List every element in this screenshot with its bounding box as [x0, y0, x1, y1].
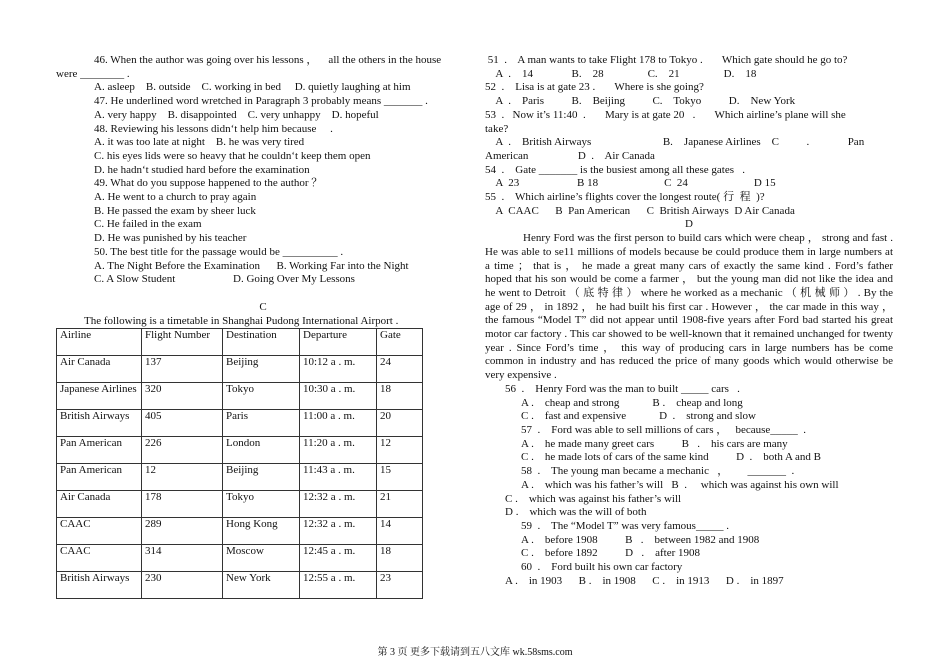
question-line: C . before 1892 D . after 1908	[521, 547, 701, 560]
timetable	[56, 328, 423, 599]
cell-airline: Air Canada	[57, 356, 142, 383]
cell-airline: Pan American	[57, 437, 142, 464]
question-line: A 23 B 18 C 24 D 15	[485, 177, 776, 190]
cell-departure: 11:00 a . m.	[300, 410, 377, 437]
table-row	[57, 356, 423, 383]
cell-flight-number: 405	[142, 410, 223, 437]
question-line: 59 . The “Model T” was very famous_____ .	[521, 519, 729, 532]
table-row	[57, 518, 423, 545]
question-line: A . he made many greet cars B . his cars are many	[521, 437, 788, 450]
question-line: 54 . Gate _______ is the busiest among all these gates .	[485, 163, 745, 176]
question-line: C . which was against his father’s will	[505, 492, 682, 505]
question-line: C . fast and expensive D . strong and slow	[521, 410, 756, 423]
cell-flight-number: 230	[142, 572, 223, 599]
option-49-b: B. He passed the exam by sheer luck	[94, 204, 256, 217]
cell-destination: Moscow	[223, 545, 300, 572]
option-48-c: C. his eyes lids were so heavy that he couldn‘t keep them open	[94, 149, 371, 162]
question-line: take?	[485, 122, 509, 135]
cell-departure: 10:30 a . m.	[300, 383, 377, 410]
header-flight-number: Flight Number	[142, 329, 223, 356]
cell-airline: CAAC	[57, 545, 142, 572]
header-destination: Destination	[223, 329, 300, 356]
header-gate: Gate	[377, 329, 423, 356]
question-line: A . in 1903 B . in 1908 C . in 1913 D . in 1897	[505, 574, 784, 587]
question-47: 47. He underlined word wretched in Paragraph 3 probably means _______ .	[94, 95, 428, 108]
question-line: A . Paris B. Beijing C. Tokyo D. New York	[485, 95, 796, 108]
question-line: D . which was the will of both	[505, 506, 647, 519]
section-c-heading: C	[259, 300, 267, 313]
timetable-caption: The following is a timetable in Shanghai Pudong International Airport .	[84, 314, 399, 327]
table-row	[57, 410, 423, 437]
question-line: A CAAC B Pan American C British Airways D Air Canada	[485, 204, 795, 217]
cell-departure: 10:12 a . m.	[300, 356, 377, 383]
table-row	[57, 437, 423, 464]
cell-flight-number: 320	[142, 383, 223, 410]
cell-airline: Air Canada	[57, 491, 142, 518]
question-line: 52 . Lisa is at gate 23 . Where is she going?	[485, 81, 704, 94]
cell-flight-number: 178	[142, 491, 223, 518]
question-48: 48. Reviewing his lessons didn‘t help him because .	[94, 122, 333, 135]
header-departure: Departure	[300, 329, 377, 356]
table-row	[57, 464, 423, 491]
cell-destination: Beijing	[223, 356, 300, 383]
cell-departure: 11:20 a . m.	[300, 437, 377, 464]
option-49-d: D. He was punished by his teacher	[94, 232, 247, 245]
cell-gate: 18	[377, 383, 423, 410]
cell-flight-number: 226	[142, 437, 223, 464]
passage-d: Henry Ford was the first person to build cars which were cheap ， strong and fast . He was able to se11 millions of models because be could produce them in large numbers at a time ； that is ， he made a great many cars of exactly the same kind . Ford’s father hoped that his son would be come a farmer ， but the young man did not like the idea and he went to Detroit （ 底 特 律 ） where he worked as a mechanic （ 机 械 师 ） . By the age of 29 ， in 1892 ， he had built his first car . However ， the car made in this way ， the famous “Model T” did not appear until 1908-five years after Ford bad started his great motor car factory . This car showed to be well-known that it remained unchanged for twenty year . Since Ford’s time ， this way of producing cars in large numbers has be come common in industry and has reduced the price of many goods which would otherwise be very expensive .	[485, 232, 893, 382]
cell-destination: Beijing	[223, 464, 300, 491]
cell-destination: New York	[223, 572, 300, 599]
cell-departure: 12:32 a . m.	[300, 518, 377, 545]
cell-flight-number: 289	[142, 518, 223, 545]
question-line: C . he made lots of cars of the same kind D . both A and B	[521, 451, 822, 464]
cell-gate: 24	[377, 356, 423, 383]
question-46-cont: were ________ .	[56, 67, 130, 80]
cell-destination: Tokyo	[223, 491, 300, 518]
cell-destination: London	[223, 437, 300, 464]
options-46: A. asleep B. outside C. working in bed D. quietly laughing at him	[94, 81, 411, 94]
question-line: A . British Airways B. Japanese Airlines C . Pan	[485, 136, 865, 149]
table-row	[57, 491, 423, 518]
cell-destination: Tokyo	[223, 383, 300, 410]
cell-airline: Japanese Airlines	[57, 383, 142, 410]
cell-airline: CAAC	[57, 518, 142, 545]
question-line: 60 . Ford built his own car factory	[521, 561, 683, 574]
table-row	[57, 545, 423, 572]
cell-departure: 12:45 a . m.	[300, 545, 377, 572]
question-line: A . which was his father’s will B . which was against his own will	[521, 478, 839, 491]
option-48-d: D. he hadn‘t studied hard before the examination	[94, 163, 310, 176]
cell-gate: 21	[377, 491, 423, 518]
question-line: 51 . A man wants to take Flight 178 to Tokyo . Which gate should he go to?	[485, 54, 848, 66]
table-header-row	[57, 329, 423, 356]
question-46: 46. When the author was going over his lessons ， all the others in the house	[94, 54, 442, 66]
section-d-heading: D	[685, 218, 693, 231]
question-line: A . 14 B. 28 C. 21 D. 18	[485, 67, 757, 80]
cell-airline: British Airways	[57, 572, 142, 599]
header-airline: Airline	[57, 329, 142, 356]
question-line: 55 . Which airline’s flights cover the longest route( 行 程 )?	[485, 191, 765, 204]
option-49-c: C. He failed in the exam	[94, 218, 202, 231]
left-column	[56, 54, 470, 328]
cell-destination: Paris	[223, 410, 300, 437]
question-line: A . before 1908 B . between 1982 and 1908	[521, 533, 760, 546]
cell-departure: 12:32 a . m.	[300, 491, 377, 518]
question-line: 53 . Now it’s 11:40 . Mary is at gate 20 . Which airline’s plane will she	[485, 108, 846, 121]
question-line: 57 . Ford was able to sell millions of cars ， because_____ .	[521, 423, 807, 436]
right-column	[485, 54, 893, 588]
cell-gate: 20	[377, 410, 423, 437]
option-50-cd: C. A Slow Student D. Going Over My Lessons	[94, 273, 355, 286]
option-50-ab: A. The Night Before the Examination B. Working Far into the Night	[94, 259, 409, 272]
question-49: 49. What do you suppose happened to the author ？	[94, 177, 323, 190]
question-50: 50. The best title for the passage would be __________ .	[94, 245, 344, 258]
cell-gate: 18	[377, 545, 423, 572]
cell-flight-number: 314	[142, 545, 223, 572]
table-row	[57, 572, 423, 599]
cell-flight-number: 12	[142, 464, 223, 491]
cell-gate: 23	[377, 572, 423, 599]
options-47: A. very happy B. disappointed C. very unhappy D. hopeful	[94, 108, 379, 121]
cell-gate: 14	[377, 518, 423, 545]
cell-airline: British Airways	[57, 410, 142, 437]
cell-flight-number: 137	[142, 356, 223, 383]
cell-departure: 12:55 a . m.	[300, 572, 377, 599]
cell-departure: 11:43 a . m.	[300, 464, 377, 491]
page-footer: 第 3 页 更多下载请到五八文库 wk.58sms.com	[377, 647, 573, 658]
cell-airline: Pan American	[57, 464, 142, 491]
option-48-ab: A. it was too late at night B. he was very tired	[94, 136, 305, 149]
cell-gate: 15	[377, 464, 423, 491]
option-49-a: A. He went to a church to pray again	[94, 191, 257, 204]
cell-destination: Hong Kong	[223, 518, 300, 545]
table-row	[57, 383, 423, 410]
cell-gate: 12	[377, 437, 423, 464]
question-line: 56 . Henry Ford was the man to built _____ cars .	[505, 382, 740, 395]
question-line: American D . Air Canada	[485, 149, 655, 162]
question-line: A . cheap and strong B . cheap and long	[521, 396, 743, 409]
question-line: 58 . The young man became a mechanic ， _______ .	[521, 465, 795, 478]
